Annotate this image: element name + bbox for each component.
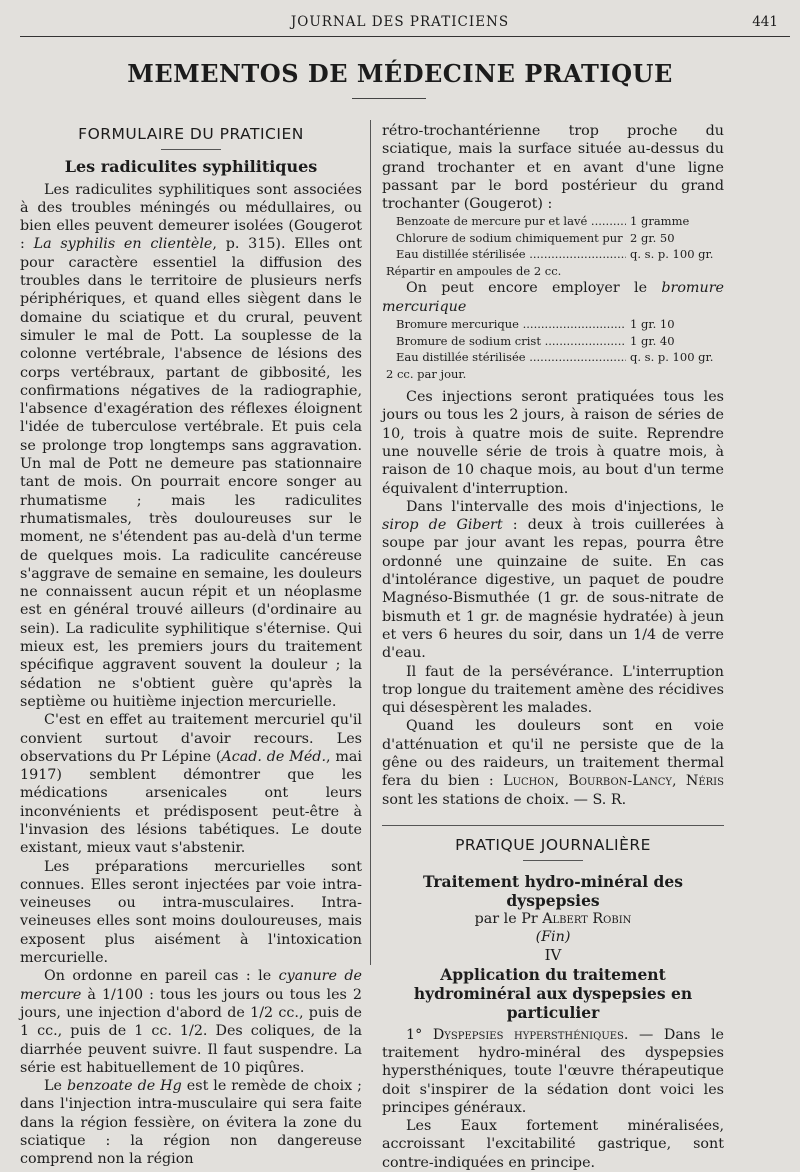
paragraph-eaux: Les Eaux fortement minéralisées, accroissant l'excitabilité gastrique, sont contre-indiquées en principe. bbox=[382, 1118, 724, 1171]
header-rule bbox=[20, 36, 790, 37]
prescription-line: Benzoate de mercure pur et lavé ..... 1 gramme bbox=[382, 213, 724, 230]
paragraph-injections: Ces injections seront pratiquées tous les jours ou tous les 2 jours, à raison de séries de 10, trois à quatre mois de suite. Reprendre une nouvelle série de trois à quatre mois, à raison de 10 chaque mois, au bout d'un terme équivalent d'interruption. bbox=[382, 389, 724, 497]
paragraph-2: C'est en effet au traitement mercuriel qu'il convient surtout d'avoir recours. Les observations du Pr Lépine (Acad. de Méd., mai 1917) semblent démontrer que les médications arsenicales ont leurs inconvénients et prédisposent peut-être à l'invasion des lésions tabétiques. Le doute existant, mieux vaut s'abstenir. bbox=[20, 712, 362, 857]
section-rule bbox=[161, 149, 221, 150]
right-column bbox=[382, 122, 724, 1172]
prescription-note: 2 cc. par jour. bbox=[386, 366, 467, 381]
paragraph-thermal: Quand les douleurs sont en voie d'atténuation et qu'il ne persiste que de la gêne ou des raideurs, un traitement thermal fera du bien : Luchon, Bourbon-Lancy, Néris sont les stations de choix. — S. R. bbox=[382, 718, 724, 808]
left-column bbox=[20, 125, 362, 1169]
article-title: Traitement hydro-minéral des dyspepsies bbox=[422, 872, 683, 910]
page-number: 441 bbox=[752, 14, 778, 30]
paragraph-4: On ordonne en pareil cas : le cyanure de mercure à 1/100 : tous les jours ou tous les 2 jours, une injection d'abord de 1/2 cc., puis de 1 cc., puis de 1 cc. 1/2. Des coliques, de la diarrhée peuvent suivre. Il faut suspendre. La série est habituellement de 10 piqûres. bbox=[20, 968, 362, 1076]
section-heading-pratique: PRATIQUE JOURNALIÈRE bbox=[455, 835, 651, 854]
section-heading-formulaire: FORMULAIRE DU PRATICIEN bbox=[78, 125, 304, 143]
prescription-line: Bromure mercurique ..... 1 gr. 10 bbox=[382, 316, 724, 333]
main-title: MEMENTOS DE MÉDECINE PRATIQUE bbox=[127, 59, 673, 88]
prescription-note: Répartir en ampoules de 2 cc. bbox=[386, 263, 562, 278]
paragraph-intervalle: Dans l'intervalle des mois d'injections, le sirop de Gibert : deux à trois cuillerées à soupe par jour avant les repas, pourra être ordonné une quinzaine de suite. En cas d'intolérance digestive, un paquet de poudre Magnéso-Bismuthée (1 gr. de sous-nitrate de bismuth et 1 gr. de magnésie hydratée) à jeun et vers 6 heures du soir, dans un 1/4 de verre d'eau. bbox=[382, 498, 724, 662]
section-subheading: Application du traitement hydrominéral aux dyspepsies en particulier bbox=[413, 964, 693, 1022]
prescription-line: Chlorure de sodium chimiquement pur ..... 2 gr. 50 bbox=[382, 230, 724, 247]
paragraph-3: Les préparations mercurielles sont connues. Elles seront injectées par voie intra-veineuses ou intra-musculaires. Intra-veineuses elles sont moins douloureuses, mais exposent plus aisément à l'intoxication mercurielle. bbox=[20, 858, 362, 967]
journal-title: JOURNAL DES PRATICIENS bbox=[290, 14, 510, 30]
prescription-2 bbox=[382, 316, 724, 382]
part-number: IV bbox=[544, 946, 562, 965]
fin-note: (Fin) bbox=[535, 929, 571, 946]
paragraph-continued: rétro-trochantérienne trop proche du sciatique, mais la surface située au-dessus du grand trochanter et en avant d'une ligne passant par le bord postérieur du grand trochanter (Gougerot) : bbox=[382, 123, 724, 213]
prescription-line: Eau distillée stérilisée ..... q. s. p. 100 gr. bbox=[382, 349, 724, 366]
paragraph-5: Le benzoate de Hg est le remède de choix ; dans l'injection intra-musculaire qui sera faite dans la région fessière, on évitera la zone du sciatique : la région non dangereuse comprend non la région bbox=[20, 1078, 362, 1168]
article-subtitle: Les radiculites syphilitiques bbox=[64, 157, 318, 177]
prescription-line: Eau distillée stérilisée ..... q. s. p. 100 gr. bbox=[382, 246, 724, 263]
paragraph-1: Les radiculites syphilitiques sont associées à des troubles méningés ou médullaires, ou bien elles peuvent demeurer isolées (Gougerot : La syphilis en clientèle, p. 315). Elles ont pour caractère essentiel la diffusion des troubles dans le territoire de plusieurs nerfs périphériques, et quand elles siègent dans le domaine du sciatique et du crural, peuvent simuler le mal de Pott. La souplesse de la colonne vertébrale, l'absence de lésions des corps vertébraux, partant de gibbosité, les confirmations négatives de la radiographie, l'absence d'exagération des réflexes éloignent l'idée de tuberculose vertébrale. Et puis cela se prolonge trop longtemps sans aggravation. Un mal de Pott ne demeure pas stationnaire tant de mois. On pourrait encore songer au rhumatisme ; mais les radiculites rhumatismales, très douloureuses sur le moment, ne s'étendent pas au-delà d'un terme de quelques mois. La radiculite cancéreuse s'aggrave de semaine en semaine, les douleurs ne connaissent aucun répit et un néoplasme est en général trouvé ailleurs (d'ordinaire au sein). La radiculite syphilitique s'éternise. Qui mieux est, les premiers jours du traitement spécifique aggravent souvent la douleur ; la sédation ne s'obtient guère qu'après la septième ou huitième injection mercurielle. bbox=[20, 181, 362, 710]
running-header bbox=[0, 0, 800, 40]
section-rule bbox=[523, 860, 583, 861]
prescription-1 bbox=[382, 213, 724, 279]
section-divider bbox=[382, 825, 724, 826]
prescription-line: Bromure de sodium crist ..... 1 gr. 40 bbox=[382, 333, 724, 350]
paragraph-perseverance: Il faut de la persévérance. L'interruption trop longue du traitement amène des récidives qui désespèrent les malades. bbox=[382, 663, 724, 717]
paragraph-dyspepsies: 1° Dyspepsies hypersthéniques. — Dans le traitement hydro-minéral des dyspepsies hypersthéniques, toute l'œuvre thérapeutique doit s'inspirer de la sédation dont voici les principes généraux. bbox=[382, 1026, 724, 1116]
column-divider bbox=[370, 120, 371, 965]
byline: par le Pr Albert Robin bbox=[474, 910, 632, 927]
paragraph-bromure: On peut encore employer le bromure mercurique bbox=[382, 280, 724, 315]
title-rule bbox=[352, 98, 426, 99]
